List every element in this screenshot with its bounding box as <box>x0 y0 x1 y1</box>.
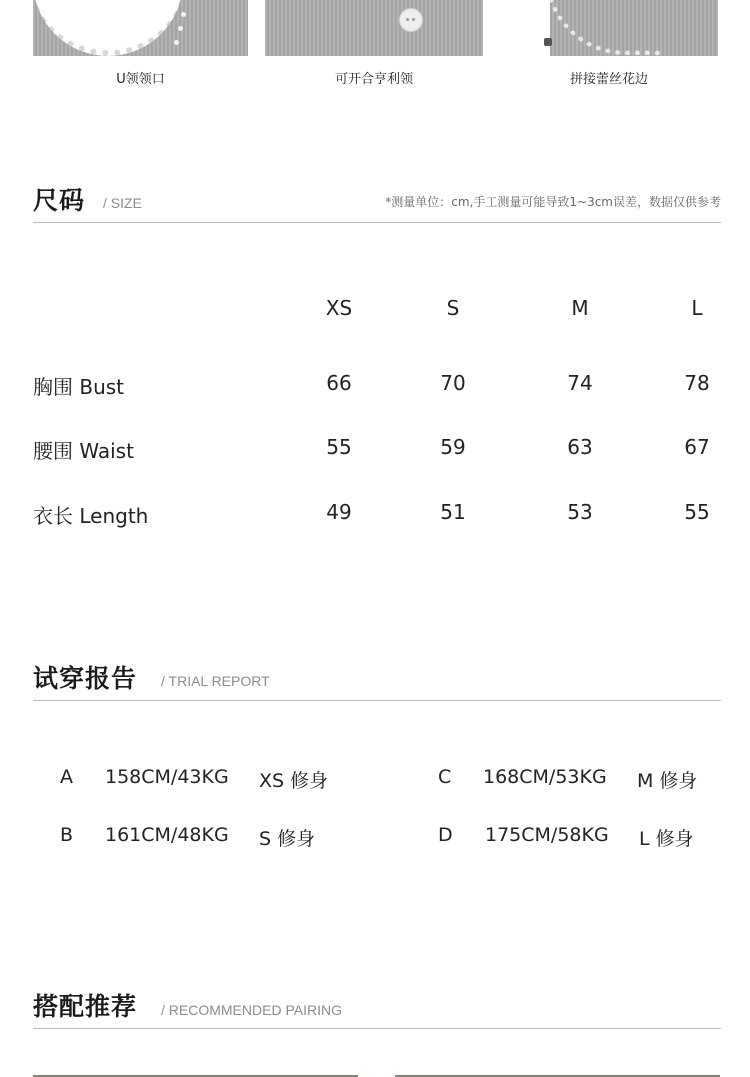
size-cell: 66 <box>326 371 352 395</box>
detail-caption-3: 拼接蕾丝花边 <box>569 72 648 87</box>
trial-fit-c: M 修身 <box>637 770 698 792</box>
trial-fit-d: L 修身 <box>639 828 694 850</box>
size-section-divider <box>33 222 721 223</box>
trial-id-a: A <box>60 766 73 788</box>
size-cell: 55 <box>684 500 710 524</box>
size-header-l: L <box>691 296 703 320</box>
pairing-section-title: 搭配推荐 <box>33 992 138 1021</box>
size-row-label-length: 衣长 Length <box>33 504 149 528</box>
size-header-s: S <box>446 296 460 320</box>
trial-body-c: 168CM/53KG <box>483 766 607 788</box>
size-row-label-waist: 腰围 Waist <box>33 439 134 463</box>
size-cell: 59 <box>440 435 466 459</box>
detail-photo-henley-collar <box>265 0 483 56</box>
detail-photo-u-neck <box>33 0 248 56</box>
trial-body-a: 158CM/43KG <box>105 766 229 788</box>
pairing-section-subtitle: / RECOMMENDED PAIRING <box>161 1002 342 1018</box>
trial-body-d: 175CM/58KG <box>485 824 609 846</box>
size-section-subtitle: / SIZE <box>103 195 142 211</box>
detail-caption-1: U领领口 <box>116 72 165 87</box>
trial-id-b: B <box>60 824 74 846</box>
size-cell: 63 <box>567 435 593 459</box>
size-header-xs: XS <box>325 296 353 320</box>
size-cell: 49 <box>326 500 352 524</box>
detail-caption-2: 可开合亨利领 <box>334 72 413 87</box>
size-cell: 53 <box>567 500 593 524</box>
trial-id-c: C <box>438 766 452 788</box>
size-row-label-bust: 胸围 Bust <box>33 375 125 399</box>
trial-section-title: 试穿报告 <box>33 664 138 693</box>
size-cell: 67 <box>684 435 710 459</box>
pairing-section-divider <box>33 1028 721 1029</box>
size-cell: 74 <box>567 371 593 395</box>
detail-photo-lace-trim <box>500 0 718 56</box>
trial-section-divider <box>33 700 721 701</box>
trial-id-d: D <box>438 824 453 846</box>
measurement-note: *测量单位：cm,手工测量可能导致1~3cm误差，数据仅供参考 <box>385 195 721 209</box>
trial-fit-b: S 修身 <box>259 828 316 850</box>
size-cell: 55 <box>326 435 352 459</box>
trial-body-b: 161CM/48KG <box>105 824 229 846</box>
size-section-title: 尺码 <box>33 186 86 215</box>
size-cell: 78 <box>684 371 710 395</box>
size-cell: 70 <box>440 371 466 395</box>
size-cell: 51 <box>440 500 466 524</box>
trial-fit-a: XS 修身 <box>259 770 329 792</box>
size-header-m: M <box>571 296 589 320</box>
trial-section-subtitle: / TRIAL REPORT <box>161 673 270 689</box>
